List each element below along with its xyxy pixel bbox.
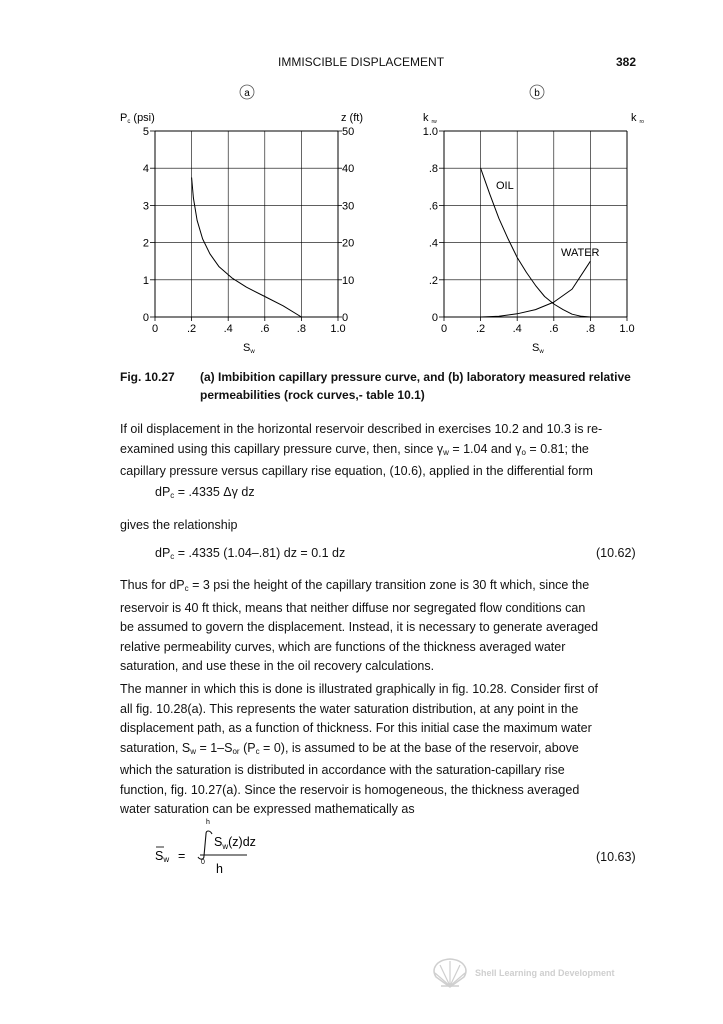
chart-b-x-tick-label-2: .4 [512,323,522,335]
chart-b-x-tick-label-5: 1.0 [619,323,635,335]
denominator: h [216,862,223,876]
chart-b-right-axis-title: kro [631,112,644,125]
panel-b-marker [530,85,544,99]
integral-upper-limit: h [206,819,210,826]
para3-line-6: function, fig. 10.27(a). Since the reservoir is homogeneous, the thickness averaged [120,782,580,797]
chart-a-x-tick-label-3: .6 [260,323,270,335]
caption-number: Fig. 10.27 [120,370,175,384]
para2-line-3: be assumed to govern the displacement. Instead, it is necessary to generate averaged [120,620,599,634]
chart-a-y-tick-label-0: 0 [142,312,149,324]
chart-a-y-tick-label-1: 1 [142,274,149,287]
chart-a-x-tick-label-0: 0 [151,323,159,335]
para3-line-7: water saturation can be expressed mathematically as [120,802,415,816]
para3-line-1: The manner in which this is done is illustrated graphically in fig. 10.28. Consider first of [120,682,599,696]
chart-a-y-tick-label-3: 3 [142,200,149,213]
paragraph-2 [120,576,650,677]
chart-a-plot [143,126,354,335]
para3-line-3: displacement path, as a function of thickness. For this initial case the maximum water [120,721,592,735]
panel-a-marker [240,85,254,99]
chart-b-y-tick-label-4: .8 [428,163,438,176]
footer-brand-text: Shell Learning and Development [475,968,615,978]
para3-line-4: saturation, $S_w = 1-S_{or}$ $(P_c = 0)$, is assumed to be at the base of the reservoir, above [120,740,579,756]
para3-line-5: which the saturation is distributed in accordance with the saturation-capillary rise [120,763,565,777]
chart-a-x-tick-label-4: .8 [296,323,306,335]
equation-10-62: $dP_c = .4335$ (1.04–.81) dz = 0.1 dz [155,546,346,561]
paragraph-3 [120,680,650,820]
chart-a-y-tick-label-4: 4 [142,163,149,176]
running-header-title: IMMISCIBLE DISPLACEMENT [278,55,445,69]
chart-a-series-imbibition-capillary-pressure-line [192,178,302,318]
panel-a-label: a [244,88,250,99]
chart-a-x-axis-title: Sw [243,342,255,355]
para1-line-1: If oil displacement in the horizontal reservoir described in exercises 10.2 and 10.3 is re- [120,422,603,436]
integrand: $S_w(z)dz$ [214,835,256,851]
chart-b-x-tick-label-0: 0 [440,323,448,335]
chart-a-x-tick-label-2: .4 [223,323,233,335]
chart-a-right-axis-title: z (ft) [341,112,363,124]
chart-b-x-tick-label-4: .8 [585,323,595,335]
figure-10-27 [0,0,723,360]
chart-b-y-tick-label-5: 1.0 [422,126,438,138]
sw-average-symbol: Sw [155,849,170,864]
chart-b-y-tick-label-1: .2 [428,274,438,287]
equals-sign: = [178,849,186,863]
chart-a-right-tick-label-0: 0 [342,312,349,324]
para2-line-2: reservoir is 40 ft thick, means that neither diffuse nor segregated flow conditions can [120,600,586,615]
chart-a-right-tick-label-4: 40 [342,163,355,176]
chart-a-right-tick-label-3: 30 [342,200,355,213]
chart-b-x-tick-label-3: .6 [549,323,559,335]
chart-a-right-tick-label-1: 10 [342,274,355,287]
water-series-label: WATER [561,247,600,259]
equation-number-10-63: (10.63) [596,850,636,864]
chart-b-y-tick-label-2: .4 [428,237,438,250]
chart-b-y-tick-label-0: 0 [431,312,438,324]
chart-a-x-tick-label-5: 1.0 [330,323,346,335]
chart-a-x-tick-label-1: .2 [187,323,197,335]
caption-line-1: (a) Imbibition capillary pressure curve, and (b) laboratory measured relative [200,370,631,384]
chart-b-left-axis-title: krw [423,112,437,125]
chart-b-y-tick-label-3: .6 [428,200,438,213]
chart-b-plot [423,126,635,335]
caption-line-2: permeabilities (rock curves,- table 10.1) [200,388,425,402]
chart-a-right-tick-label-5: 50 [342,126,355,138]
equation-10-63 [140,812,320,882]
equation-number-10-62: (10.62) [596,546,636,560]
para1-line-3: capillary pressure versus capillary rise equation, (10.6), applied in the differential form [120,464,593,478]
integral-lower-limit: 0 [201,859,205,866]
para2-line-4: relative permeability curves, which are functions of the thickness averaged water [120,639,566,654]
gives-relationship-text: gives the relationship [120,518,238,532]
para2-line-1: Thus for $dP_c = 3$ psi the height of the capillary transition zone is 30 ft which, since the [120,578,590,593]
equation-dpc-differential: $dP_c = .4335$ Δγ dz [155,485,255,500]
chart-a-y-tick-label-5: 5 [142,126,149,138]
chart-a-right-tick-label-2: 20 [342,237,355,250]
chart-a-left-axis-title: Pc (psi) [120,112,155,125]
shell-logo [430,955,470,991]
page-number: 382 [616,55,637,69]
paragraph-1 [120,420,650,482]
para2-line-5: saturation, and use these in the oil recovery calculations. [120,659,435,673]
chart-b-x-axis-title: Sw [532,342,544,355]
chart-b-x-tick-label-1: .2 [476,323,486,335]
oil-series-label: OIL [496,180,514,192]
chart-a-y-tick-label-2: 2 [142,237,149,250]
panel-b-label: b [534,88,540,99]
chart-b-series-water-line [481,261,591,317]
para3-line-2: all fig. 10.28(a). This represents the water saturation distribution, at any point in the [120,701,579,716]
para1-line-2: examined using this capillary pressure curve, then, since $\gamma_w = 1.04$ and $\gamma_o = 0.81$; the [120,441,589,457]
